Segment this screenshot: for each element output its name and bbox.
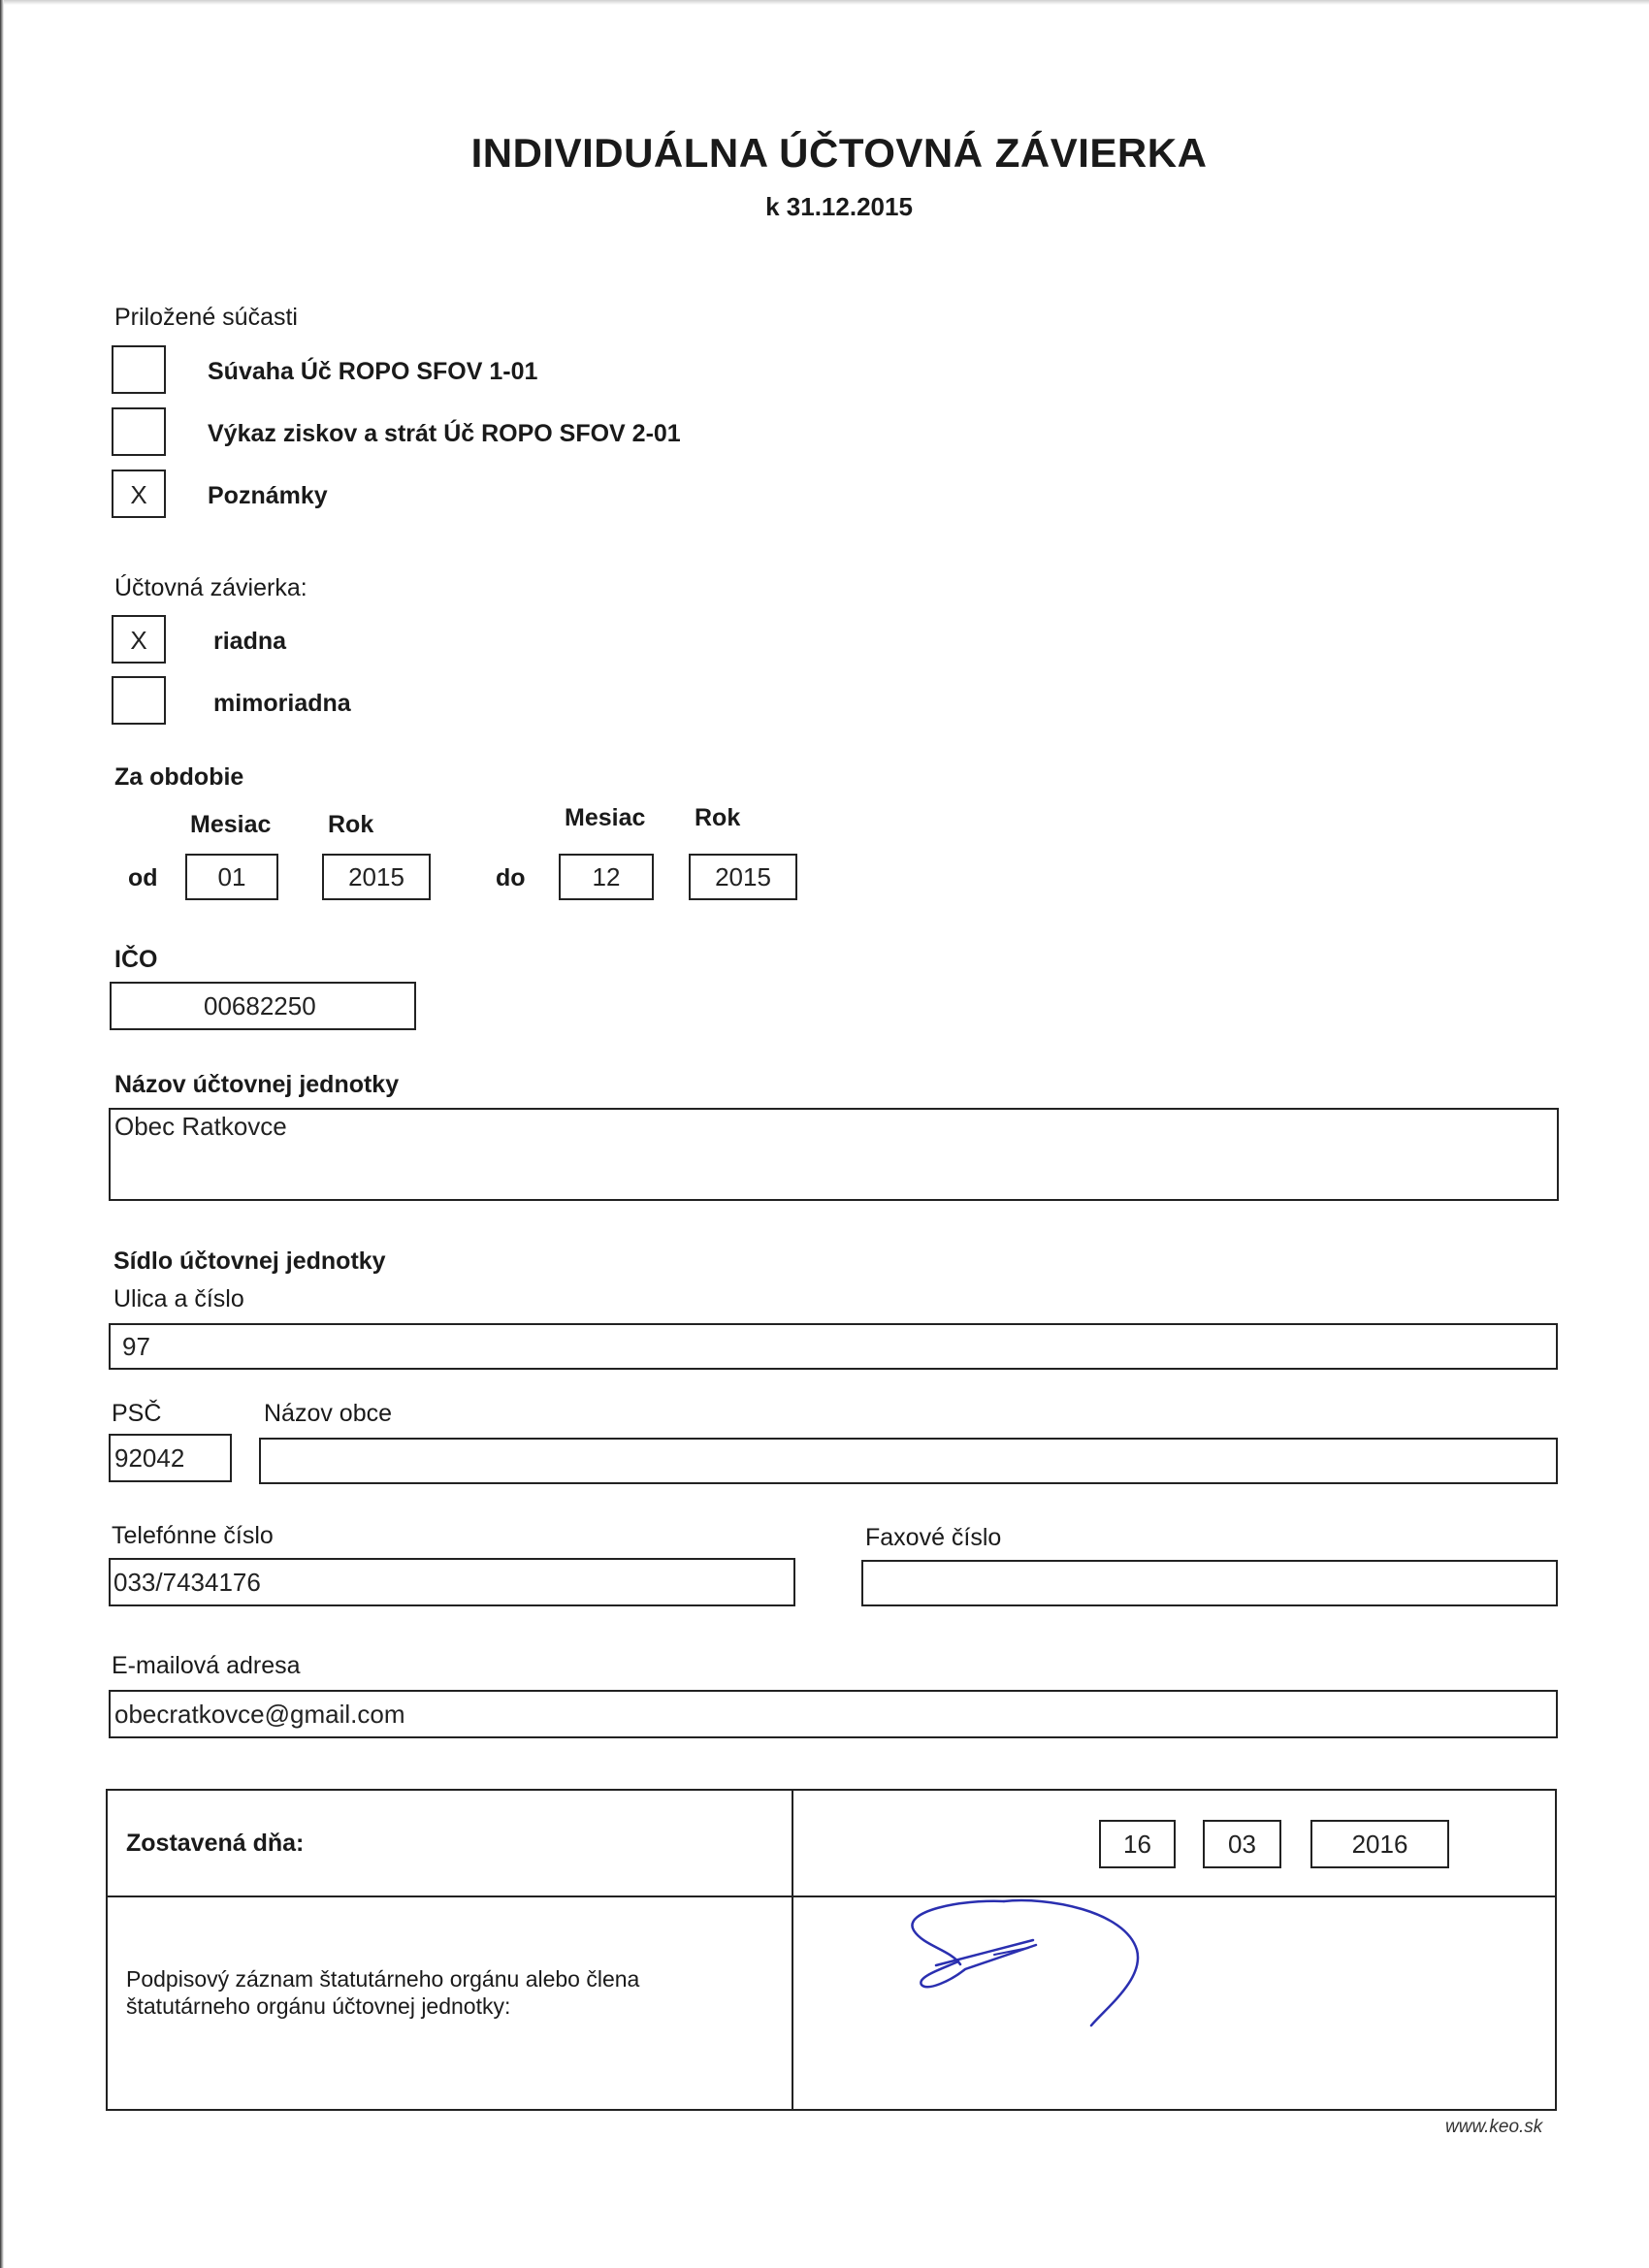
checkbox-mark: X	[130, 626, 147, 655]
email-value: obecratkovce@gmail.com	[114, 1700, 405, 1729]
component-label-suvaha: Súvaha Úč ROPO SFOV 1-01	[208, 358, 538, 385]
period-from-label: od	[128, 864, 158, 891]
signoff-row-divider	[106, 1895, 1557, 1897]
compiled-day-field[interactable]	[1099, 1820, 1176, 1868]
city-label: Názov obce	[264, 1400, 393, 1427]
fax-label: Faxové číslo	[865, 1524, 1002, 1551]
signoff-column-divider	[792, 1789, 793, 2111]
period-to-year-label: Rok	[695, 804, 741, 831]
zip-value: 92042	[114, 1443, 185, 1473]
phone-value: 033/7434176	[113, 1568, 261, 1597]
street-value: 97	[122, 1332, 150, 1361]
signature-scribble-icon	[873, 1892, 1183, 2037]
period-from-month-field[interactable]	[185, 854, 278, 900]
statement-label-mimoriadna: mimoriadna	[213, 690, 351, 717]
components-heading: Priložené súčasti	[114, 304, 298, 331]
period-heading: Za obdobie	[114, 763, 244, 791]
phone-field[interactable]	[109, 1558, 795, 1606]
period-from-year-value: 2015	[348, 862, 404, 891]
entity-name-value: Obec Ratkovce	[114, 1112, 287, 1141]
checkbox-suvaha[interactable]	[112, 345, 166, 394]
ico-label: IČO	[114, 946, 158, 973]
checkbox-mark: X	[130, 480, 147, 509]
page-title: INDIVIDUÁLNA ÚČTOVNÁ ZÁVIERKA	[470, 130, 1208, 176]
footer-website: www.keo.sk	[1445, 2117, 1543, 2137]
component-label-vykaz: Výkaz ziskov a strát Úč ROPO SFOV 2-01	[208, 420, 681, 447]
period-to-year-value: 2015	[715, 862, 771, 891]
ico-field[interactable]	[110, 982, 416, 1030]
compiled-month-field[interactable]	[1203, 1820, 1281, 1868]
fax-field[interactable]	[861, 1560, 1558, 1606]
compiled-month-value: 03	[1228, 1830, 1256, 1859]
signature-area[interactable]	[873, 1892, 1183, 2037]
zip-label: PSČ	[112, 1400, 162, 1427]
compiled-day-value: 16	[1123, 1830, 1151, 1859]
email-field[interactable]	[109, 1690, 1558, 1738]
checkbox-mimoriadna[interactable]	[112, 676, 166, 725]
component-label-poznamky: Poznámky	[208, 482, 328, 509]
period-from-year-field[interactable]	[322, 854, 431, 900]
signature-record-label: Podpisový záznam štatutárneho orgánu alebo člena štatutárneho orgánu účtovnej jednotky:	[126, 1966, 640, 2019]
compiled-date-label: Zostavená dňa:	[126, 1830, 305, 1857]
street-field[interactable]	[109, 1323, 1558, 1370]
scan-edge-left	[0, 0, 4, 2268]
email-label: E-mailová adresa	[112, 1652, 301, 1679]
compiled-year-field[interactable]	[1310, 1820, 1449, 1868]
entity-name-label: Názov účtovnej jednotky	[114, 1071, 400, 1098]
phone-label: Telefónne číslo	[112, 1522, 274, 1549]
page-subtitle: k 31.12.2015	[765, 192, 913, 221]
checkbox-vykaz[interactable]	[112, 407, 166, 456]
period-from-month-value: 01	[217, 862, 246, 891]
entity-name-field[interactable]	[109, 1108, 1559, 1201]
zip-field[interactable]	[109, 1434, 232, 1482]
statement-label-riadna: riadna	[213, 628, 287, 655]
period-from-year-label: Rok	[328, 811, 374, 838]
checkbox-poznamky[interactable]	[112, 470, 166, 518]
statement-type-heading: Účtovná závierka:	[114, 574, 307, 601]
ico-value: 00682250	[204, 991, 316, 1021]
period-to-month-value: 12	[592, 862, 621, 891]
address-heading: Sídlo účtovnej jednotky	[113, 1247, 386, 1275]
street-label: Ulica a číslo	[113, 1285, 244, 1312]
period-to-month-field[interactable]	[559, 854, 654, 900]
compiled-year-value: 2016	[1351, 1830, 1408, 1859]
period-to-label: do	[496, 864, 526, 891]
period-from-month-label: Mesiac	[190, 811, 272, 838]
city-field[interactable]	[259, 1438, 1558, 1484]
period-to-year-field[interactable]	[689, 854, 797, 900]
scan-edge-top	[0, 0, 1649, 5]
checkbox-riadna[interactable]	[112, 615, 166, 664]
period-to-month-label: Mesiac	[565, 804, 646, 831]
